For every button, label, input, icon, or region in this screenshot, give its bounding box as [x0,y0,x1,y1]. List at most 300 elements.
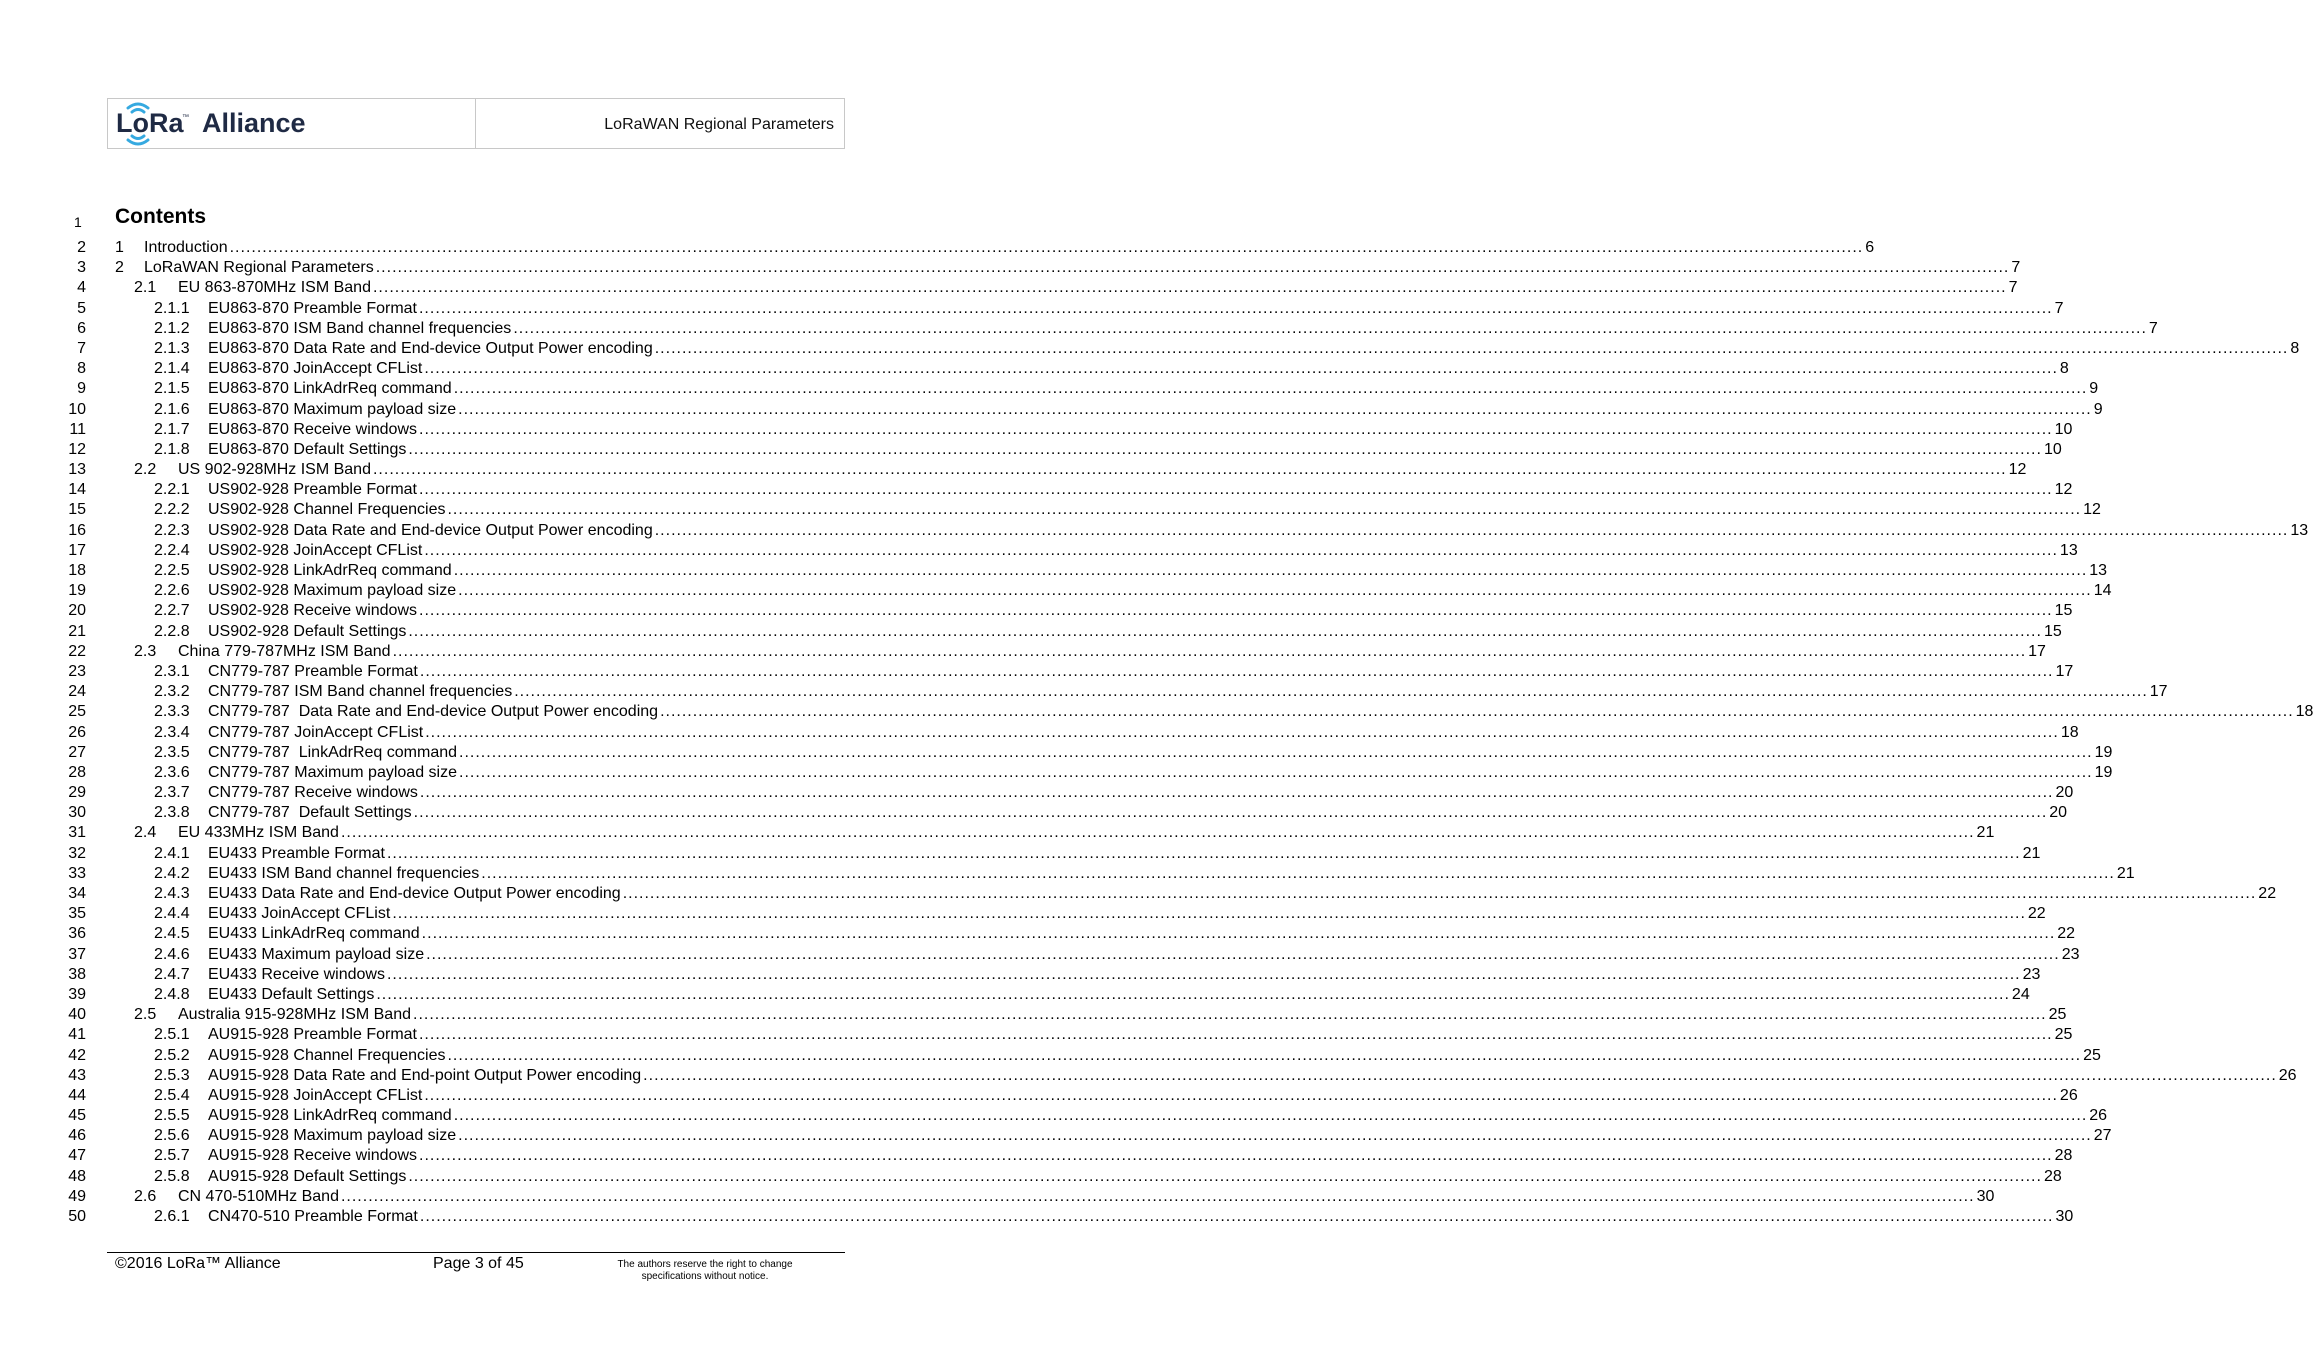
toc-entry[interactable] [154,480,2073,500]
toc-dot-leader: ............................................................................................................................................................................................................................................................................................................ [419,1208,2054,1225]
toc-page-number: 25 [2054,1026,2073,1044]
toc-row [0,723,2079,743]
toc-section-number: 2.5.2 [154,1046,190,1064]
line-number: 26 [68,723,86,741]
toc-section-number: 2.4.2 [154,864,190,882]
toc-row [0,581,2112,601]
toc-page-number: 9 [2089,380,2099,398]
line-number: 47 [68,1147,86,1165]
line-number: 22 [68,642,86,660]
line-number: 7 [77,339,86,357]
toc-section-number: 2.4.3 [154,885,190,902]
toc-dot-leader: ............................................................................................................................................................................................................................................................................................................ [418,299,2053,317]
toc-page-number: 10 [2043,440,2062,458]
toc-page-number: 12 [2008,461,2027,479]
line-number: 36 [68,925,86,943]
toc-section-title: EU433 Receive windows [208,965,385,983]
toc-row [0,359,2069,379]
toc-section-title: AU915-928 JoinAccept CFList [208,1086,423,1104]
toc-section-title: US902-928 Default Settings [208,622,407,640]
toc-section-title: EU433 Data Rate and End-device Output Power encoding [208,885,621,902]
toc-section-title: EU433 Preamble Format [208,844,385,862]
line-number: 49 [68,1187,86,1205]
toc-section-number: 2.2.3 [154,521,190,539]
toc-section-number: 2.4 [134,824,157,842]
toc-row [0,864,2135,884]
toc-entry[interactable] [154,500,2101,520]
toc-dot-leader: ............................................................................................................................................................................................................................................................................................................ [372,279,2007,297]
line-number: 6 [77,319,86,337]
toc-page-number: 9 [2093,400,2103,418]
toc-dot-leader: ............................................................................................................................................................................................................................................................................................................ [447,1046,2082,1064]
toc-page-number: 19 [2094,743,2113,761]
toc-section-title: LoRaWAN Regional Parameters [144,259,374,277]
line-number: 32 [68,844,86,862]
toc-section-title: AU915-928 Receive windows [208,1147,417,1165]
toc-page-number: 10 [2054,420,2073,438]
toc-entry[interactable] [154,1066,2297,1086]
toc-page-number: 19 [2094,763,2113,781]
toc-dot-leader: ............................................................................................................................................................................................................................................................................................................ [408,440,2042,458]
toc-entry[interactable] [154,1025,2073,1045]
toc-dot-leader: ............................................................................................................................................................................................................................................................................................................ [386,965,2021,983]
toc-section-title: EU863-870 JoinAccept CFList [208,360,423,378]
line-number: 30 [68,804,86,822]
toc-dot-leader: ............................................................................................................................................................................................................................................................................................................ [419,420,2053,438]
toc-dot-leader: ............................................................................................................................................................................................................................................................................................................ [458,1127,2092,1145]
toc-entry[interactable] [154,1086,2078,1106]
toc-section-number: 2.4.6 [154,945,190,963]
line-number: 3 [77,259,86,277]
toc-entry[interactable] [154,601,2073,621]
toc-entry[interactable] [154,965,2041,985]
toc-dot-leader: ............................................................................................................................................................................................................................................................................................................ [340,824,1975,842]
toc-section-number: 2 [115,259,124,277]
toc-section-number: 2.4.4 [154,905,190,923]
line-number: 8 [77,360,86,378]
toc-entry[interactable] [154,702,2313,722]
toc-page-number: 21 [2116,864,2135,882]
toc-row [0,743,2113,763]
toc-page-number: 7 [2148,319,2158,337]
toc-page-number: 25 [2083,1046,2101,1064]
toc-entry[interactable] [154,1207,2074,1227]
toc-entry[interactable] [134,460,2027,480]
toc-page-number: 17 [2149,683,2168,701]
toc-section-title: AU915-928 LinkAdrReq command [208,1107,452,1125]
toc-section-number: 2.4.8 [154,985,190,1003]
toc-entry[interactable] [154,945,2080,965]
toc-dot-leader: ............................................................................................................................................................................................................................................................................................................ [481,864,2115,882]
toc-dot-leader: ............................................................................................................................................................................................................................................................................................................ [622,885,2257,902]
toc-entry[interactable] [154,440,2062,460]
toc-page-number: 7 [2054,299,2064,317]
toc-row [0,1146,2073,1166]
toc-section-title: US902-928 Data Rate and End-device Output Power encoding [208,521,653,539]
toc-dot-leader: ............................................................................................................................................................................................................................................................................................................ [660,703,2294,721]
toc-section-number: 2.2 [134,461,157,479]
line-number: 23 [68,662,86,680]
line-number: 4 [77,279,86,297]
toc-section-title: CN779-787 JoinAccept CFList [208,723,424,741]
toc-row [0,601,2073,621]
toc-row [0,965,2041,985]
toc-section-title: CN779-787 Receive windows [208,784,418,802]
line-number: 48 [68,1167,86,1185]
toc-page-number: 13 [2089,562,2108,579]
toc-dot-leader: ............................................................................................................................................................................................................................................................................................................ [419,662,2054,680]
footer-disclaimer-line: The authors reserve the right to change [617,1259,793,1270]
toc-section-number: 2.1.6 [154,400,190,418]
page-header [107,98,845,149]
toc-entry[interactable] [154,662,2074,682]
toc-entry[interactable] [154,379,2099,399]
toc-dot-leader: ............................................................................................................................................................................................................................................................................................................ [376,985,2010,1003]
toc-entry[interactable] [154,339,2300,359]
toc-row [0,1207,2074,1227]
toc-entry[interactable] [154,884,2277,904]
toc-section-number: 2.1.3 [154,339,190,357]
line-number: 28 [68,763,86,781]
toc-row [0,844,2041,864]
line-number: 11 [69,420,86,438]
toc-row [0,702,2313,722]
toc-page-number: 20 [2055,784,2074,802]
toc-entry[interactable] [154,783,2074,803]
toc-entry[interactable] [154,763,2113,783]
line-number: 24 [68,683,86,701]
toc-entry[interactable] [154,420,2073,440]
toc-page-number: 17 [2055,662,2074,680]
toc-dot-leader: ............................................................................................................................................................................................................................................................................................................ [643,1066,2277,1084]
toc-section-number: 2.3.1 [154,662,190,680]
logo-cell [108,99,476,148]
toc-section-title: CN779-787 LinkAdrReq command [208,743,458,761]
footer-divider [107,1252,845,1253]
toc-entry[interactable] [134,1187,1995,1207]
toc-page-number: 18 [2060,723,2079,741]
toc-section-title: US902-928 Channel Frequencies [208,501,446,519]
toc-section-number: 2.2.1 [154,481,190,499]
toc-entry[interactable] [154,1046,2101,1066]
toc-dot-leader: ............................................................................................................................................................................................................................................................................................................ [419,784,2054,802]
toc-page-number: 20 [2049,804,2068,822]
toc-section-title: EU433 Maximum payload size [208,945,425,963]
toc-section-number: 2.2.2 [154,501,190,519]
toc-section-title: US902-928 LinkAdrReq command [208,562,452,579]
toc-entry[interactable] [154,299,2064,319]
toc-dot-leader: ............................................................................................................................................................................................................................................................................................................ [459,763,2093,781]
toc-row [0,884,2277,904]
toc-page-number: 14 [2093,582,2112,600]
toc-row [0,339,2300,359]
toc-page-number: 18 [2295,703,2313,721]
line-number: 42 [68,1046,86,1064]
toc-section-title: AU915-928 Channel Frequencies [208,1046,446,1064]
toc-page-number: 28 [2054,1147,2073,1165]
toc-dot-leader: ............................................................................................................................................................................................................................................................................................................ [654,521,2289,539]
toc-row [0,904,2046,924]
document-title: LoRaWAN Regional Parameters [604,116,834,133]
toc-section-title: EU433 ISM Band channel frequencies [208,864,480,882]
toc-row [0,299,2064,319]
toc-section-number: 2.1.4 [154,360,190,378]
line-number: 12 [68,440,86,458]
toc-row [0,823,1995,843]
toc-dot-leader: ............................................................................................................................................................................................................................................................................................................ [654,339,2289,357]
toc-section-title: EU863-870 Default Settings [208,440,407,458]
toc-dot-leader: ............................................................................................................................................................................................................................................................................................................ [513,319,2147,337]
toc-page-number: 7 [2008,279,2018,297]
footer-disclaimer-line: specifications without notice. [641,1271,769,1282]
toc-section-number: 1 [115,239,124,256]
line-number: 35 [68,905,86,923]
toc-row [0,924,2076,944]
toc-dot-leader: ............................................................................................................................................................................................................................................................................................................ [418,481,2053,499]
toc-section-number: 2.5.8 [154,1167,190,1185]
toc-row [0,642,2046,662]
toc-entry[interactable] [134,823,1995,843]
line-number: 25 [68,703,86,721]
toc-entry[interactable] [154,521,2309,541]
line-number: 44 [68,1086,86,1104]
toc-page-number: 12 [2083,501,2101,519]
toc-page-number: 17 [2028,642,2046,660]
toc-section-number: 2.6.1 [154,1208,190,1225]
toc-section-title: Australia 915-928MHz ISM Band [178,1006,411,1024]
line-number: 10 [68,400,86,418]
toc-page-number: 13 [2059,541,2078,559]
toc-dot-leader: ............................................................................................................................................................................................................................................................................................................ [458,400,2092,418]
toc-section-title: EU863-870 Maximum payload size [208,400,457,418]
toc-page-number: 22 [2027,905,2046,923]
toc-row [0,500,2101,520]
toc-row [0,1126,2112,1146]
toc-entry[interactable] [154,924,2076,944]
toc-entry[interactable] [134,642,2046,662]
toc-dot-leader: ............................................................................................................................................................................................................................................................................................................ [424,541,2058,559]
toc-page-number: 26 [2059,1086,2078,1104]
toc-section-number: 2.2.5 [154,562,190,579]
toc-section-title: US902-928 Maximum payload size [208,582,457,600]
line-number: 9 [77,380,86,398]
toc-dot-leader: ............................................................................................................................................................................................................................................................................................................ [453,380,2088,398]
toc-entry[interactable] [154,561,2108,581]
line-number: 39 [68,985,86,1003]
toc-entry[interactable] [154,844,2041,864]
toc-section-number: 2.5.3 [154,1066,190,1084]
table-of-contents [0,238,2313,1227]
toc-page-number: 23 [2061,945,2080,963]
line-number: 33 [68,864,86,882]
line-number: 38 [68,965,86,983]
toc-page-number: 26 [2089,1107,2108,1125]
toc-dot-leader: ............................................................................................................................................................................................................................................................................................................ [453,1107,2088,1125]
toc-section-number: 2.2.4 [154,541,190,559]
toc-section-number: 2.5 [134,1006,157,1024]
toc-section-title: CN779-787 ISM Band channel frequencies [208,683,513,701]
toc-section-number: 2.1.1 [154,299,190,317]
toc-dot-leader: ............................................................................................................................................................................................................................................................................................................ [424,1086,2058,1104]
toc-section-title: EU 863-870MHz ISM Band [178,279,371,297]
toc-dot-leader: ............................................................................................................................................................................................................................................................................................................ [447,501,2082,519]
toc-row [0,1187,1995,1207]
toc-dot-leader: ............................................................................................................................................................................................................................................................................................................ [413,1006,2047,1024]
toc-section-title: EU863-870 Preamble Format [208,299,417,317]
line-number: 31 [68,824,86,842]
toc-section-number: 2.3 [134,642,157,660]
toc-page-number: 6 [1865,239,1875,256]
line-number: 43 [68,1066,86,1084]
toc-section-number: 2.2.7 [154,602,190,620]
toc-entry[interactable] [154,1167,2062,1187]
toc-dot-leader: ............................................................................................................................................................................................................................................................................................................ [419,602,2053,620]
toc-section-number: 2.3.7 [154,784,190,802]
toc-row [0,1005,2067,1025]
toc-section-number: 2.4.7 [154,965,190,983]
toc-entry[interactable] [154,541,2078,561]
toc-page-number: 21 [2022,844,2041,862]
footer-copyright: ©2016 LoRa™ Alliance [115,1255,281,1272]
toc-row [0,783,2074,803]
toc-entry[interactable] [134,1005,2067,1025]
toc-page-number: 26 [2278,1066,2297,1084]
toc-section-number: 2.3.8 [154,804,190,822]
toc-row [0,985,2030,1005]
toc-row [0,258,2021,278]
toc-page-number: 30 [1976,1187,1995,1205]
toc-section-title: AU915-928 Data Rate and End-point Output Power encoding [208,1066,642,1084]
toc-entry[interactable] [154,723,2079,743]
line-number: 27 [68,743,86,761]
toc-entry[interactable] [154,803,2068,823]
toc-dot-leader: ............................................................................................................................................................................................................................................................................................................ [372,461,2007,479]
toc-section-number: 2.6 [134,1187,157,1205]
line-number: 1 [74,214,82,230]
toc-row [0,622,2062,642]
toc-section-title: China 779-787MHz ISM Band [178,642,391,660]
line-number: 40 [68,1006,86,1024]
line-number: 14 [68,481,86,499]
toc-dot-leader: ............................................................................................................................................................................................................................................................................................................ [413,804,2048,822]
toc-row [0,1066,2297,1086]
toc-entry[interactable] [115,238,1875,258]
toc-dot-leader: ............................................................................................................................................................................................................................................................................................................ [340,1187,1975,1205]
line-number: 15 [68,501,86,519]
toc-dot-leader: ............................................................................................................................................................................................................................................................................................................ [458,582,2092,600]
toc-dot-leader: ............................................................................................................................................................................................................................................................................................................ [419,1147,2053,1165]
toc-section-title: US 902-928MHz ISM Band [178,461,371,479]
toc-entry[interactable] [154,904,2046,924]
toc-entry[interactable] [154,1106,2108,1126]
toc-row [0,1046,2101,1066]
toc-row [0,682,2168,702]
toc-row [0,278,2018,298]
toc-section-title: CN779-787 Maximum payload size [208,763,457,781]
toc-section-number: 2.3.5 [154,743,190,761]
toc-section-title: EU863-870 LinkAdrReq command [208,380,452,398]
toc-dot-leader: ............................................................................................................................................................................................................................................................................................................ [386,844,2021,862]
toc-section-title: CN779-787 Data Rate and End-device Output Power encoding [208,703,659,721]
toc-dot-leader: ............................................................................................................................................................................................................................................................................................................ [375,259,2010,277]
toc-row [0,541,2078,561]
line-number: 13 [68,461,86,479]
toc-dot-leader: ............................................................................................................................................................................................................................................................................................................ [408,1167,2042,1185]
line-number: 5 [77,299,86,317]
toc-section-number: 2.3.3 [154,703,190,721]
toc-row [0,319,2158,339]
toc-section-title: AU915-928 Maximum payload size [208,1127,457,1145]
toc-section-title: US902-928 Preamble Format [208,481,417,499]
toc-row [0,400,2103,420]
toc-row [0,521,2309,541]
toc-section-title: AU915-928 Default Settings [208,1167,407,1185]
toc-row [0,662,2074,682]
line-number: 46 [68,1127,86,1145]
toc-entry[interactable] [154,1126,2112,1146]
toc-dot-leader: ............................................................................................................................................................................................................................................................................................................ [229,239,1864,256]
header-title-cell [476,99,844,148]
line-number: 29 [68,784,86,802]
toc-page-number: 13 [2290,521,2309,539]
toc-entry[interactable] [154,1146,2073,1166]
toc-section-title: CN470-510 Preamble Format [208,1208,418,1225]
toc-section-number: 2.5.5 [154,1107,190,1125]
toc-entry[interactable] [154,682,2168,702]
logo-lora-text: LoRa [116,108,184,138]
toc-entry[interactable] [134,278,2018,298]
toc-row [0,763,2113,783]
toc-entry[interactable] [154,743,2113,763]
toc-entry[interactable] [154,581,2112,601]
toc-section-title: EU433 Default Settings [208,985,375,1003]
toc-page-number: 8 [2059,360,2069,378]
toc-section-number: 2.2.6 [154,582,190,600]
toc-section-number: 2.4.1 [154,844,190,862]
line-number: 45 [68,1107,86,1125]
toc-entry[interactable] [115,258,2021,278]
toc-entry[interactable] [154,985,2030,1005]
toc-page-number: 8 [2290,339,2300,357]
toc-section-title: CN779-787 Preamble Format [208,662,418,680]
toc-section-number: 2.5.1 [154,1026,190,1044]
toc-page-number: 21 [1976,824,1995,842]
toc-section-title: EU863-870 ISM Band channel frequencies [208,319,512,337]
toc-dot-leader: ............................................................................................................................................................................................................................................................................................................ [425,723,2059,741]
logo-tm-text: ™ [182,114,189,121]
toc-page-number: 15 [2054,602,2073,620]
toc-section-title: EU 433MHz ISM Band [178,824,339,842]
line-number: 18 [68,562,86,579]
toc-section-number: 2.1.7 [154,420,190,438]
toc-page-number: 22 [2057,925,2076,943]
toc-section-title: Introduction [144,239,228,256]
toc-section-title: EU433 LinkAdrReq command [208,925,420,943]
toc-entry[interactable] [154,622,2062,642]
toc-row [0,480,2073,500]
toc-page-number: 25 [2048,1006,2067,1024]
toc-section-title: EU433 JoinAccept CFList [208,905,391,923]
toc-entry[interactable] [154,359,2069,379]
toc-entry[interactable] [154,864,2135,884]
toc-section-number: 2.4.5 [154,925,190,943]
toc-entry[interactable] [154,400,2103,420]
toc-entry[interactable] [154,319,2158,339]
toc-section-title: US902-928 JoinAccept CFList [208,541,423,559]
toc-section-number: 2.1.5 [154,380,190,398]
logo-alliance-text: Alliance [202,108,306,138]
line-number: 41 [68,1026,86,1044]
